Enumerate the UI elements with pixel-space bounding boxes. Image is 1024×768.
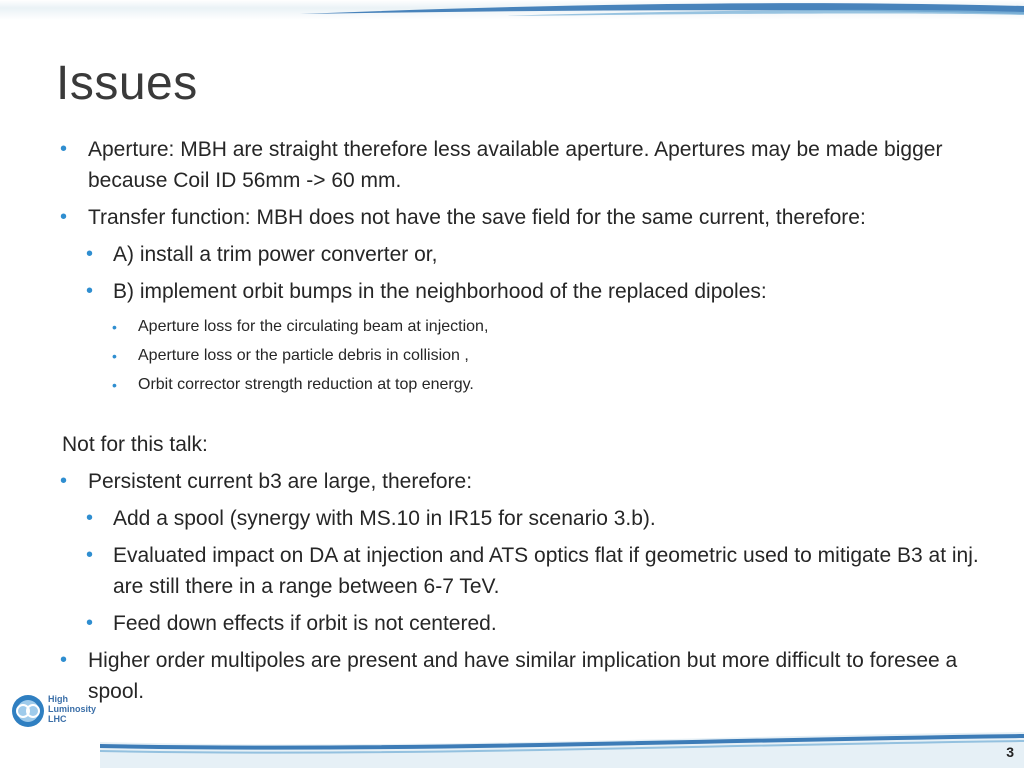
- sub-bullet-item: [60, 503, 980, 534]
- bullet-item: [60, 645, 980, 707]
- top-decoration-band: [0, 0, 1024, 20]
- slide-title: Issues: [56, 57, 198, 110]
- logo-emblem-icon: [10, 690, 46, 730]
- bullet-text: Aperture loss for the circulating beam at injection,: [138, 318, 489, 335]
- bullet-text: Persistent current b3 are large, therefore:: [88, 470, 473, 493]
- slide-body: [60, 134, 980, 713]
- bullet-icon: •: [86, 612, 94, 634]
- sub-bullet-item: [60, 608, 980, 639]
- section-heading: Not for this talk:: [62, 433, 208, 456]
- bullet-icon: •: [60, 206, 68, 228]
- bullet-icon: •: [86, 243, 94, 265]
- logo-line-2: Luminosity: [48, 704, 97, 714]
- bullet-text: A) install a trim power converter or,: [113, 243, 438, 266]
- bullet-icon: •: [60, 138, 68, 160]
- bottom-decoration-band: [0, 728, 1024, 768]
- bullet-text: Evaluated impact on DA at injection and ATS optics flat if geometric used to mitigate B3 at inj. are still there in a range between 6-7 TeV.: [113, 544, 979, 598]
- bullet-icon: •: [112, 319, 117, 335]
- bottom-swoosh: [0, 728, 1024, 768]
- top-swoosh: [0, 0, 1024, 20]
- bullet-icon: •: [60, 649, 68, 671]
- sub-sub-bullet-item: [60, 313, 980, 341]
- bullet-text: Transfer function: MBH does not have the save field for the same current, therefore:: [88, 206, 866, 229]
- bullet-item: [60, 466, 980, 497]
- sub-bullet-item: [60, 239, 980, 270]
- logo-line-1: High: [48, 694, 68, 704]
- bullet-icon: •: [112, 348, 117, 364]
- bullet-text: Orbit corrector strength reduction at top energy.: [138, 376, 474, 393]
- bullet-text: Add a spool (synergy with MS.10 in IR15 for scenario 3.b).: [113, 507, 656, 530]
- bullet-icon: •: [112, 377, 117, 393]
- bullet-icon: •: [86, 280, 94, 302]
- sub-sub-bullet-item: [60, 371, 980, 399]
- bullet-text: B) implement orbit bumps in the neighborhood of the replaced dipoles:: [113, 280, 767, 303]
- bullet-text: Aperture: MBH are straight therefore less available aperture. Apertures may be made bigger because Coil ID 56mm -> 60 mm.: [88, 138, 943, 192]
- page-number: 3: [1006, 744, 1014, 760]
- bullet-item: [60, 134, 980, 196]
- logo-line-3: LHC: [48, 714, 67, 724]
- hl-lhc-logo: [10, 690, 100, 732]
- bullet-text: Higher order multipoles are present and have similar implication but more difficult to foresee a spool.: [88, 649, 958, 703]
- sub-bullet-item: [60, 276, 980, 307]
- bullet-icon: •: [60, 470, 68, 492]
- bullet-icon: •: [86, 507, 94, 529]
- bullet-text: Feed down effects if orbit is not centered.: [113, 612, 497, 635]
- bullet-text: Aperture loss or the particle debris in collision ,: [138, 347, 469, 364]
- logo-text: [48, 694, 96, 724]
- bullet-icon: •: [86, 544, 94, 566]
- sub-bullet-item: [60, 540, 980, 602]
- sub-sub-bullet-item: [60, 342, 980, 370]
- bullet-item: [60, 202, 980, 233]
